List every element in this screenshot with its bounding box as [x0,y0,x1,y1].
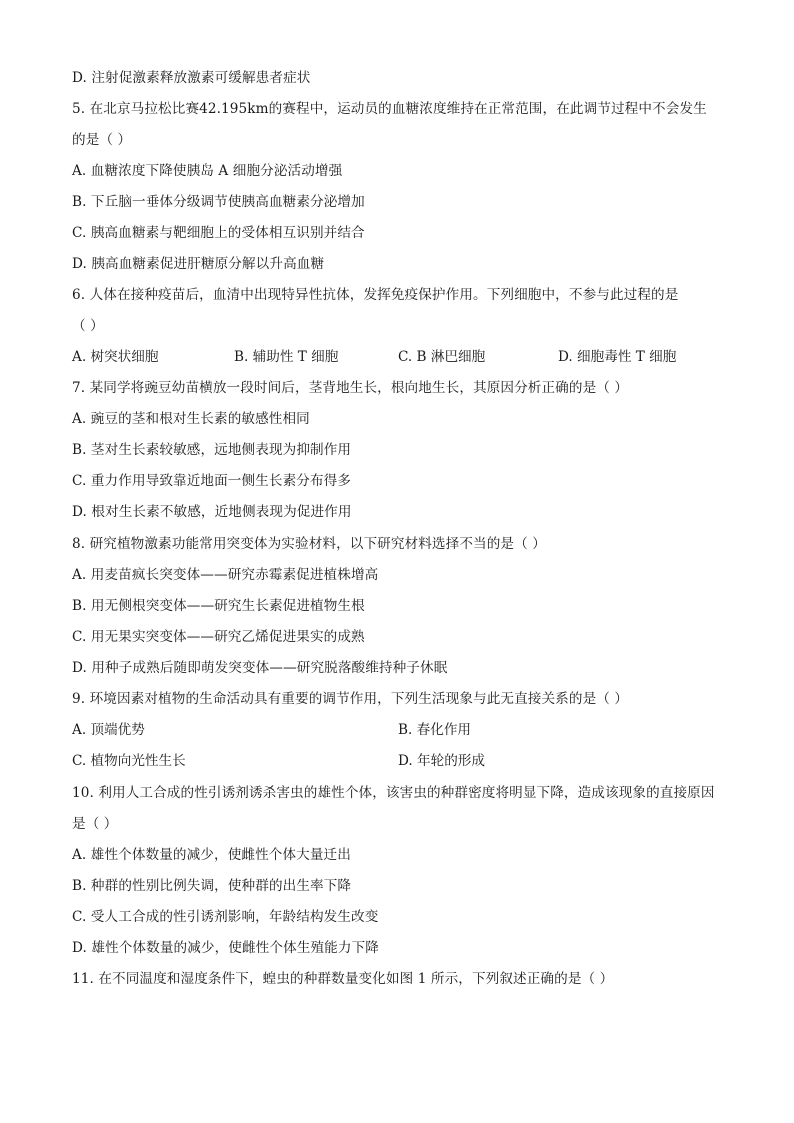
q9-stem: 9. 环境因素对植物的生命活动具有重要的调节作用，下列生活现象与此无直接关系的是（ ） [72,691,629,707]
q6-stem-line-2: （ ） [72,318,104,334]
q5-stem-line-2: 的是（ ） [72,132,132,148]
q7-option-c: C. 重力作用导致靠近地面一侧生长素分布得多 [72,473,352,489]
q5-option-b: B. 下丘脑一垂体分级调节使胰高血糖素分泌增加 [72,194,365,210]
q6-option-c: C. B 淋巴细胞 [398,349,486,365]
q5-option-c: C. 胰高血糖素与靶细胞上的受体相互识别并结合 [72,225,365,241]
q10-stem-line-2: 是（ ） [72,816,118,832]
q5-option-a: A. 血糖浓度下降使胰岛 A 细胞分泌活动增强 [72,163,343,179]
q10-option-b: B. 种群的性别比例失调，使种群的出生率下降 [72,878,352,894]
q11-stem: 11. 在不同温度和湿度条件下，蝗虫的种群数量变化如图 1 所示，下列叙述正确的是（ ） [72,971,614,987]
q10-option-a: A. 雄性个体数量的减少，使雌性个体大量迁出 [72,847,351,863]
q8-option-b: B. 用无侧根突变体——研究生长素促进植物生根 [72,598,365,614]
q9-option-d: D. 年轮的形成 [398,753,486,769]
q6-option-b: B. 辅助性 T 细胞 [234,349,339,365]
q8-option-c: C. 用无果实突变体——研究乙烯促进果实的成熟 [72,629,365,645]
q7-option-b: B. 茎对生长素较敏感，远地侧表现为抑制作用 [72,442,352,458]
q6-stem-line-1: 6. 人体在接种疫苗后，血清中出现特异性抗体，发挥免疫保护作用。下列细胞中，不参与此过程的是 [72,287,679,303]
q10-option-c: C. 受人工合成的性引诱剂影响，年龄结构发生改变 [72,909,379,925]
q9-option-b: B. 春化作用 [398,722,472,738]
q6-option-d: D. 细胞毒性 T 细胞 [558,349,677,365]
q8-option-d: D. 用种子成熟后随即萌发突变体——研究脱落酸维持种子休眠 [72,660,448,676]
q5-option-d: D. 胰高血糖素促进肝糖原分解以升高血糖 [72,256,325,272]
q5-stem-line-1: 5. 在北京马拉松比赛42.195km的赛程中，运动员的血糖浓度维持在正常范围，在此调节过程中不会发生 [72,101,707,117]
q10-option-d: D. 雄性个体数量的减少，使雌性个体生殖能力下降 [72,940,379,956]
q7-option-d: D. 根对生长素不敏感，近地侧表现为促进作用 [72,504,352,520]
q7-option-a: A. 豌豆的茎和根对生长素的敏感性相同 [72,411,310,427]
q6-option-a: A. 树突状细胞 [72,349,159,365]
q4-option-d: D. 注射促激素释放激素可缓解患者症状 [72,70,311,86]
q8-option-a: A. 用麦苗疯长突变体——研究赤霉素促进植株增高 [72,567,379,583]
q7-stem: 7. 某同学将豌豆幼苗横放一段时间后，茎背地生长，根向地生长，其原因分析正确的是（ ） [72,380,629,396]
q9-option-c: C. 植物向光性生长 [72,753,186,769]
q8-stem: 8. 研究植物激素功能常用突变体为实验材料，以下研究材料选择不当的是（ ） [72,536,546,552]
q10-stem-line-1: 10. 利用人工合成的性引诱剂诱杀害虫的雄性个体，该害虫的种群密度将明显下降，造成该现象的直接原因 [72,785,715,801]
q9-option-a: A. 顶端优势 [72,722,145,738]
